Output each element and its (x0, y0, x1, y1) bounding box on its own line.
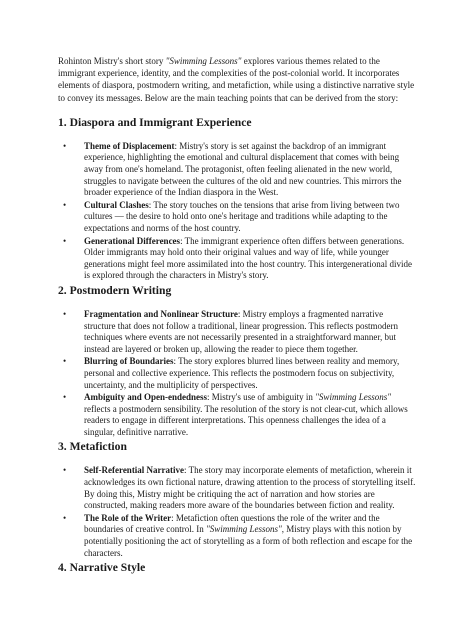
section-list-diaspora (58, 141, 416, 282)
story-title-italic: "Swimming Lessons" (315, 392, 391, 403)
item-text-cont: , Mistry plays with this notion by potentially positioning the act of storytelling as a form of both reflection and escape for the characters. (84, 524, 413, 558)
list-item (58, 236, 416, 282)
story-title: "Swimming Lessons" (165, 56, 242, 66)
item-text: : The immigrant experience often differs between generations. Older immigrants may hold onto their original values and way of life, while younger generations might feel more assimilated into the host country. This intergenerational divide is explored through the characters in Mistry's story. (84, 235, 413, 281)
bullet-icon: • (63, 308, 67, 319)
bullet-icon: • (63, 199, 67, 210)
item-text: : Mistry's use of ambiguity in (207, 392, 316, 403)
list-item (58, 200, 416, 235)
item-text: : The story explores blurred lines between reality and memory, personal and collective experience. This reflects the postmodern focus on subjectivity, uncertainty, and the multiplicity of perspectives. (84, 356, 400, 390)
item-term: Generational Differences (84, 235, 181, 246)
item-text: : Mistry employs a fragmented narrative structure that does not follow a traditional, linear progression. This reflects postmodern techniques where events are not necessarily presented in a straightforward manner, but instead are layered or broken up, allowing the reader to piece them together. (84, 308, 399, 354)
list-item (58, 309, 416, 355)
item-term: Theme of Displacement (84, 140, 175, 151)
intro-paragraph (58, 55, 416, 104)
item-term: Self-Referential Narrative (84, 465, 185, 476)
item-term: The Role of the Writer (84, 512, 172, 523)
item-text: : Mistry's story is set against the backdrop of an immigrant experience, highlighting the emotional and cultural displacement that comes with being away from one's homeland. The protagonist, often feeling alienated in the new world, struggles to navigate between the cultures of the old and new countries. This mirrors the broader experience of the Indian diaspora in the West. (84, 140, 402, 198)
item-text-cont: reflects a postmodern sensibility. The resolution of the story is not clear-cut, which allows readers to engage in different interpretations. This openness challenges the idea of a singular, definitive narrative. (84, 403, 408, 437)
section-heading-metafiction: 3. Metafiction (58, 440, 127, 454)
bullet-icon: • (63, 465, 67, 476)
section-heading-narrative-style: 4. Narrative Style (58, 561, 146, 575)
item-text: : The story may incorporate elements of metafiction, wherein it acknowledges its own fictional nature, drawing attention to the process of storytelling itself. By doing this, Mistry might be critiquing the act of narration and how stories are constructed, making readers more aware of the boundaries between fiction and reality. (84, 465, 416, 511)
bullet-icon: • (63, 140, 67, 151)
item-text: : The story touches on the tensions that arise from living between two cultures — the desire to hold onto one's heritage and traditions while adapting to the expectations and norms of the host country. (84, 199, 400, 233)
section-heading-diaspora: 1. Diaspora and Immigrant Experience (58, 115, 252, 129)
section-heading-postmodern: 2. Postmodern Writing (58, 283, 172, 297)
list-item (58, 392, 416, 438)
bullet-icon: • (63, 235, 67, 246)
story-title-italic: "Swimming Lessons" (205, 524, 282, 535)
intro-text-end: explores various themes related to the immigrant experience, identity, and the complexities of the post-colonial world. It incorporates elements of diaspora, postmodern writing, and metafiction, while using a distinctive narrative style to convey its messages. Below are the main teaching points that can be derived from the story: (58, 56, 415, 103)
item-text: : Metafiction often questions the role of the writer and the boundaries of creative control. In (84, 512, 380, 535)
item-term: Fragmentation and Nonlinear Structure (84, 308, 238, 319)
item-term: Blurring of Boundaries (84, 356, 174, 367)
bullet-icon: • (63, 356, 67, 367)
item-term: Ambiguity and Open-endedness (84, 392, 208, 403)
bullet-icon: • (63, 392, 67, 403)
list-item (58, 356, 416, 391)
list-item (58, 141, 416, 199)
list-item (58, 513, 416, 559)
bullet-icon: • (63, 512, 67, 523)
list-item (58, 465, 416, 511)
intro-text-start: Rohinton Mistry's short story (58, 56, 166, 66)
section-list-metafiction (58, 465, 416, 559)
item-term: Cultural Clashes (84, 199, 149, 210)
section-list-postmodern (58, 309, 416, 439)
